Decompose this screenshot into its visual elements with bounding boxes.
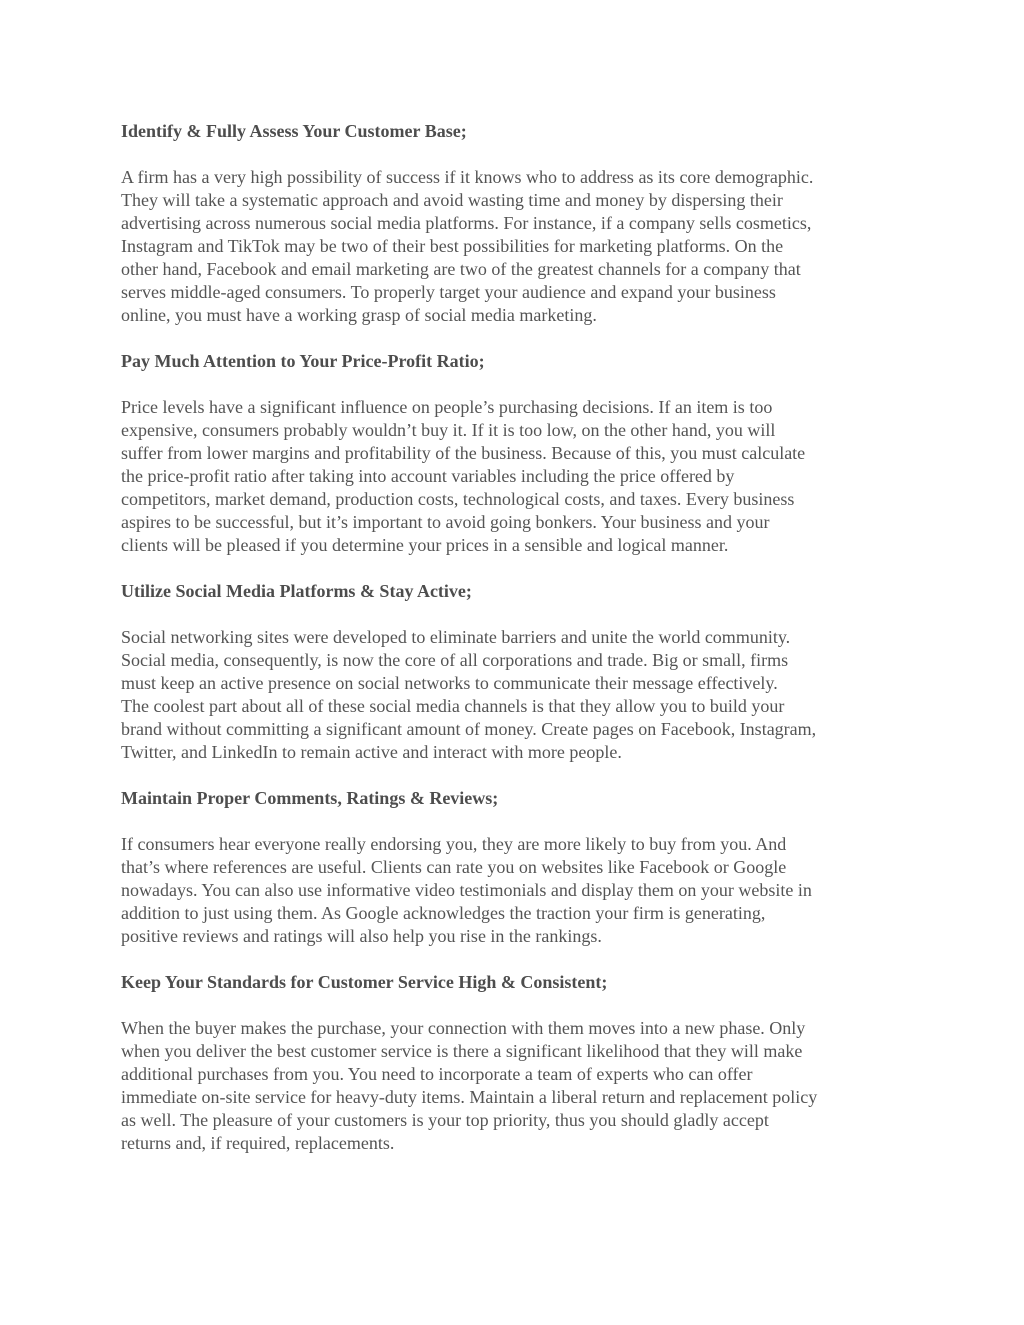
paragraph-line: the price-profit ratio after taking into account variables including the price offered by (121, 466, 735, 486)
paragraph-line: suffer from lower margins and profitability of the business. Because of this, you must calculate (121, 443, 806, 463)
paragraph-line: expensive, consumers probably wouldn’t buy it. If it is too low, on the other hand, you will (121, 420, 776, 440)
section-social-media (121, 580, 911, 764)
paragraph-line: additional purchases from you. You need to incorporate a team of experts who can offer (121, 1064, 753, 1084)
paragraph-line: competitors, market demand, production costs, technological costs, and taxes. Every business (121, 489, 795, 509)
section-heading: Pay Much Attention to Your Price-Profit Ratio; (121, 351, 485, 371)
paragraph-line: When the buyer makes the purchase, your connection with them moves into a new phase. Only (121, 1018, 806, 1038)
paragraph-line: If consumers hear everyone really endorsing you, they are more likely to buy from you. And (121, 834, 787, 854)
paragraph-line: advertising across numerous social media platforms. For instance, if a company sells cosmetics, (121, 213, 812, 233)
paragraph-line: clients will be pleased if you determine your prices in a sensible and logical manner. (121, 535, 729, 555)
paragraph-line: nowadays. You can also use informative video testimonials and display them on your website in (121, 880, 812, 900)
paragraph-line: other hand, Facebook and email marketing are two of the greatest channels for a company that (121, 259, 801, 279)
paragraph-line: Price levels have a significant influence on people’s purchasing decisions. If an item is too (121, 397, 773, 417)
section-paragraph (121, 396, 911, 557)
paragraph-line: A firm has a very high possibility of success if it knows who to address as its core demographic. (121, 167, 814, 187)
paragraph-line: The coolest part about all of these social media channels is that they allow you to build your (121, 696, 785, 716)
section-paragraph (121, 1017, 911, 1155)
section-heading: Utilize Social Media Platforms & Stay Active; (121, 581, 472, 601)
section-price-profit (121, 350, 911, 557)
paragraph-line: immediate on-site service for heavy-duty items. Maintain a liberal return and replacement policy (121, 1087, 818, 1107)
section-heading: Identify & Fully Assess Your Customer Base; (121, 121, 467, 141)
section-paragraph (121, 166, 911, 327)
paragraph-line: Social networking sites were developed to eliminate barriers and unite the world community. (121, 627, 791, 647)
section-customer-service (121, 971, 911, 1155)
document-body (121, 120, 911, 1178)
paragraph-line: must keep an active presence on social networks to communicate their message effectively. (121, 673, 778, 693)
paragraph-line: serves middle-aged consumers. To properly target your audience and expand your business (121, 282, 776, 302)
section-heading: Keep Your Standards for Customer Service High & Consistent; (121, 972, 608, 992)
paragraph-line: as well. The pleasure of your customers is your top priority, thus you should gladly accept (121, 1110, 769, 1130)
section-paragraph (121, 626, 911, 764)
paragraph-line: Social media, consequently, is now the core of all corporations and trade. Big or small, firms (121, 650, 789, 670)
paragraph-line: addition to just using them. As Google acknowledges the traction your firm is generating, (121, 903, 766, 923)
paragraph-line: returns and, if required, replacements. (121, 1133, 395, 1153)
section-paragraph (121, 833, 911, 948)
paragraph-line: Instagram and TikTok may be two of their best possibilities for marketing platforms. On the (121, 236, 784, 256)
paragraph-line: They will take a systematic approach and avoid wasting time and money by dispersing their (121, 190, 783, 210)
paragraph-line: that’s where references are useful. Clients can rate you on websites like Facebook or Google (121, 857, 787, 877)
section-heading: Maintain Proper Comments, Ratings & Reviews; (121, 788, 499, 808)
paragraph-line: aspires to be successful, but it’s important to avoid going bonkers. Your business and your (121, 512, 770, 532)
paragraph-line: positive reviews and ratings will also help you rise in the rankings. (121, 926, 602, 946)
section-customer-base (121, 120, 911, 327)
section-reviews (121, 787, 911, 948)
paragraph-line: online, you must have a working grasp of social media marketing. (121, 305, 597, 325)
paragraph-line: brand without committing a significant amount of money. Create pages on Facebook, Instagram, (121, 719, 817, 739)
paragraph-line: when you deliver the best customer service is there a significant likelihood that they will make (121, 1041, 803, 1061)
paragraph-line: Twitter, and LinkedIn to remain active and interact with more people. (121, 742, 622, 762)
